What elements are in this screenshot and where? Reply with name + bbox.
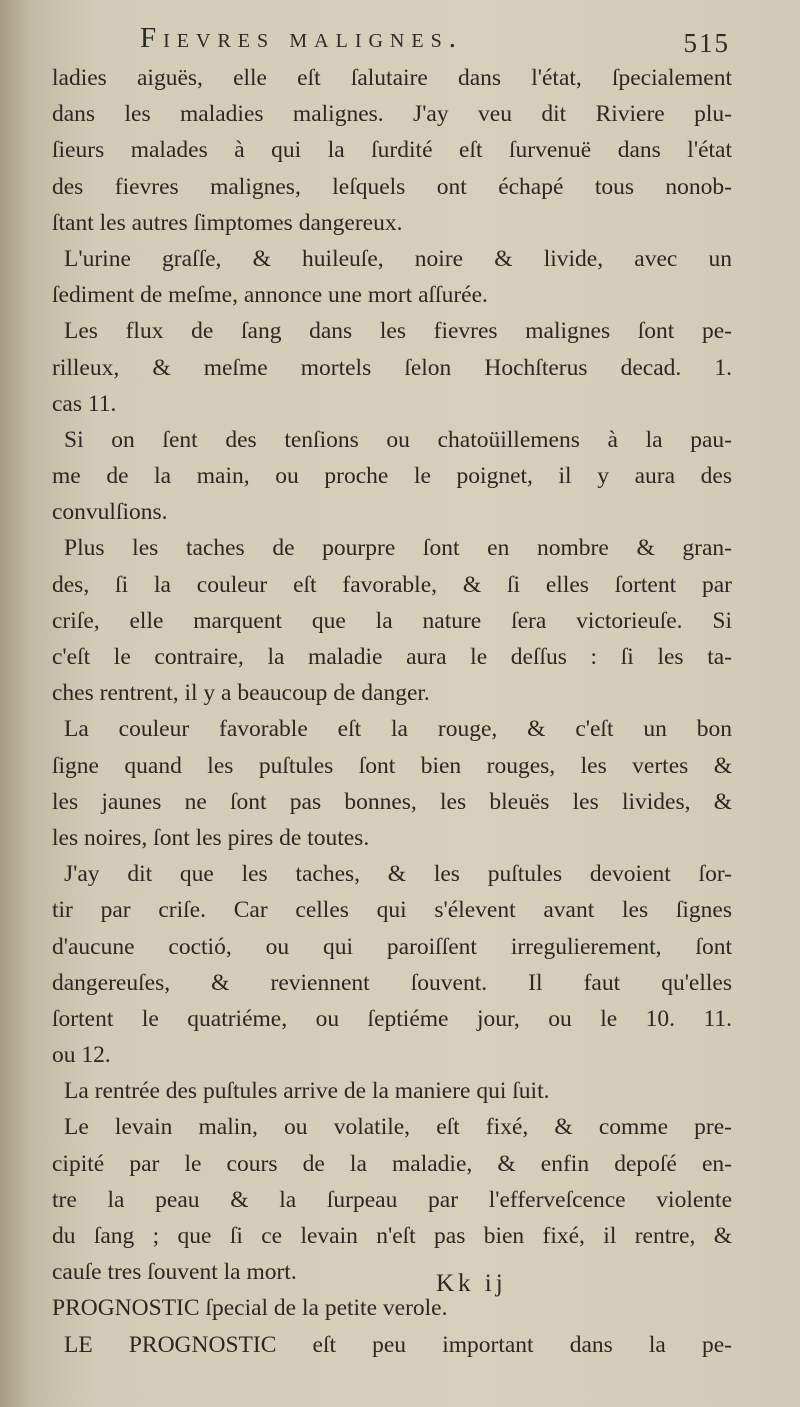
text-line: criſe, elle marquent que la nature ſera victorieuſe. Si — [52, 607, 732, 634]
text-line: les jaunes ne ſont pas bonnes, les bleuës les livides, & — [52, 788, 732, 815]
text-line: PROGNOSTIC ſpecial de la petite verole. — [52, 1295, 448, 1322]
text-line: me de la main, ou proche le poignet, il y aura des — [52, 463, 732, 490]
text-line: les noires, ſont les pires de toutes. — [52, 824, 370, 851]
text-line: ou 12. — [52, 1042, 111, 1069]
text-line: d'aucune coctió, ou qui paroiſſent irregulierement, ſont — [52, 933, 732, 960]
text-line: dans les maladies malignes. J'ay veu dit Riviere plu- — [52, 101, 732, 128]
text-line: ſigne quand les puſtules ſont bien rouges, les vertes & — [52, 752, 732, 779]
text-line: L'urine graſſe, & huileuſe, noire & livide, avec un — [64, 245, 732, 272]
text-line: rilleux, & meſme mortels ſelon Hochſterus decad. 1. — [52, 354, 732, 381]
text-line: ches rentrent, il y a beaucoup de danger. — [52, 680, 430, 707]
page-header — [140, 14, 730, 64]
text-line: Plus les taches de pourpre ſont en nombre & gran- — [64, 535, 732, 562]
text-line: ladies aiguës, elle eſt ſalutaire dans l'état, ſpecialement — [52, 65, 732, 91]
text-line: du ſang ; que ſi ce levain n'eſt pas bien fixé, il rentre, & — [52, 1223, 732, 1249]
text-line: dangereuſes, & reviennent ſouvent. Il faut qu'elles — [52, 969, 732, 996]
text-line: des, ſi la couleur eſt favorable, & ſi elles ſortent par — [52, 571, 732, 598]
signature-mark: Kk ij — [436, 1270, 507, 1297]
text-line: LE PROGNOSTIC eſt peu important dans la pe- — [64, 1331, 732, 1358]
text-line: La couleur favorable eſt la rouge, & c'eſt un bon — [64, 716, 732, 743]
text-line: ſediment de meſme, annonce une mort aſſurée. — [52, 282, 488, 309]
text-line: Si on ſent des tenſions ou chatoüillemens à la pau- — [64, 426, 732, 453]
text-line: c'eſt le contraire, la maladie aura le deſſus : ſi les ta- — [52, 644, 732, 670]
text-line: J'ay dit que les taches, & les puſtules devoient ſor- — [64, 861, 732, 888]
text-line: convulſions. — [52, 499, 168, 526]
text-line: cipité par le cours de la maladie, & enfin depoſé en- — [52, 1150, 732, 1177]
text-line: ſortent le quatriéme, ou ſeptiéme jour, ou le 10. 11. — [52, 1005, 732, 1032]
text-line: ſtant les autres ſimptomes dangereux. — [52, 209, 403, 236]
text-line: tre la peau & la ſurpeau par l'efferveſcence violente — [52, 1186, 732, 1213]
text-line: Les flux de ſang dans les fievres malignes ſont pe- — [64, 318, 732, 345]
text-line: cas 11. — [52, 390, 117, 417]
page-number: 515 — [683, 28, 730, 58]
text-line: cauſe tres ſouvent la mort. — [52, 1259, 297, 1286]
page-body-text — [52, 60, 732, 1363]
text-line: des fievres malignes, leſquels ont échapé tous nonob- — [52, 173, 732, 200]
running-title: Fievres malignes. — [140, 22, 463, 54]
text-line: ſieurs malades à qui la ſurdité eſt ſurvenuë dans l'état — [52, 137, 732, 164]
text-line: tir par criſe. Car celles qui s'élevent avant les ſignes — [52, 897, 732, 924]
text-line: La rentrée des puſtules arrive de la maniere qui ſuit. — [64, 1078, 550, 1105]
text-line: Le levain malin, ou volatile, eſt fixé, & comme pre- — [64, 1114, 732, 1141]
